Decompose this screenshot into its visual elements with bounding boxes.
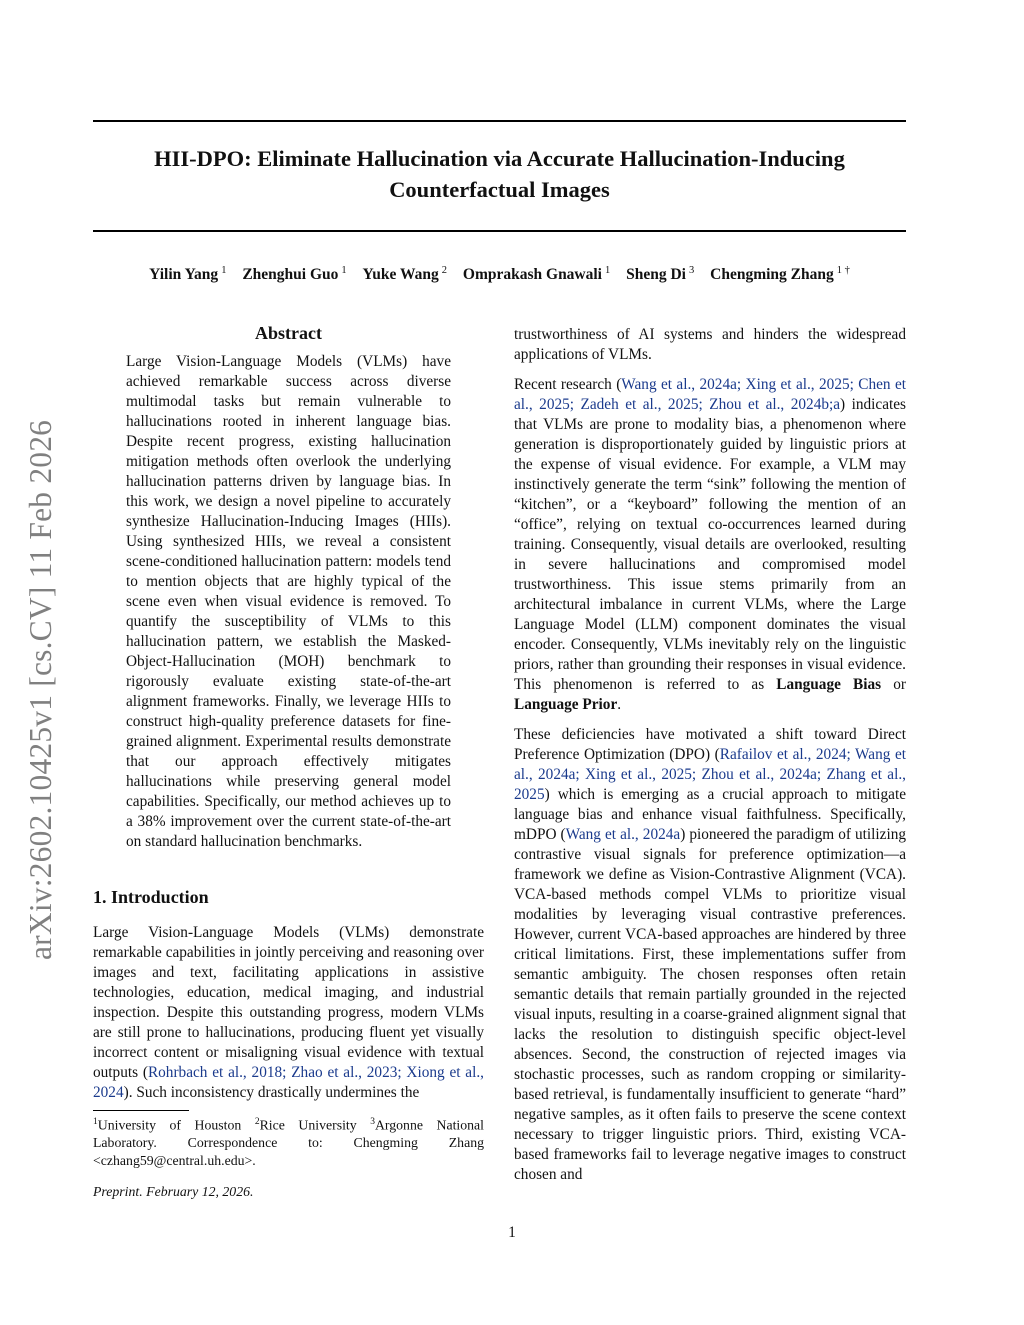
recent-research-paragraph: Recent research (Wang et al., 2024a; Xing et al., 2025; Chen et al., 2025; Zadeh et al., 2025; Zhou et al., 2024b;a) indicates that VLMs are prone to modality bias, a phenomenon where generation is disproportionately guided by linguistic priors at the expense of visual evidence. For example, a VLM may instinctively generate the term “sink” following the mention of “kitchen”, or a “keyboard” following the mention of an “office”, relying on textual co-occurrences learned during training. Consequently, visual details are overlooked, resulting in severe hallucinations and compromised model trustworthiness. This issue stems primarily from an architectural imbalance in current VLMs, where the Large Language Model (LLM) component dominates the visual encoder. Consequently, VLMs inevitably rely on the linguistic priors, rather than grounding their responses in visual evidence. This phenomenon is referred to as Language Bias or Language Prior. (514, 376, 906, 713)
citation-link[interactable]: Wang et al., 2024a (565, 826, 681, 843)
citation-link[interactable]: Wang et al., 2024a; Xing et al., 2025; Chen et al., 2025; Zadeh et al., 2025; Zhou et al., 2024b;a (514, 376, 906, 413)
author: Yuke Wang $^2$ (362, 265, 448, 284)
right-paragraph-continued: trustworthiness of AI systems and hinders the widespread applications of VLMs. (514, 326, 906, 363)
footnote-rule (93, 1110, 189, 1111)
preprint-note: Preprint. February 12, 2026. (93, 1184, 254, 1199)
author: Yilin Yang $^1$ (149, 265, 227, 284)
page-number: 1 (508, 1224, 516, 1241)
author: Sheng Di $^3$ (626, 265, 695, 284)
affiliation-footnote: $^1$University of Houston $^2$Rice University $^3$Argonne National Laboratory. Correspondence to: Chengming Zhang <czhang59@central.uh.edu>. (93, 1117, 484, 1168)
abstract-text: Large Vision-Language Models (VLMs) have achieved remarkable success across diverse multimodal tasks but remain vulnerable to hallucinations rooted in inherent language bias. Despite recent progress, existing hallucination mitigation methods often overlook the underlying hallucination patterns driven by language bias. In this work, we design a novel pipeline to accurately synthesize Hallucination-Inducing Images (HIIs). Using synthesized HIIs, we reveal a consistent scene-conditioned hallucination pattern: models tend to mention objects that are highly typical of the scene even when visual evidence is removed. To quantify the susceptibility of VLMs to this hallucination pattern, we establish the Masked-Object-Hallucination (MOH) benchmark to rigorously evaluate existing state-of-the-art alignment frameworks. Finally, we leverage HIIs to construct high-quality preference datasets for fine-grained alignment. Experimental results demonstrate that our approach effectively mitigates hallucinations while preserving general model capabilities. Specifically, our method achieves up to a 38% improvement over the current state-of-the-art on standard hallucination benchmarks. (126, 353, 451, 850)
introduction-heading: 1. Introduction (93, 887, 209, 907)
abstract-heading: Abstract (255, 323, 322, 343)
intro-paragraph: Large Vision-Language Models (VLMs) demonstrate remarkable capabilities in jointly perceiving and reasoning over images and text, facilitating applications in assistive technologies, education, medical imaging, and industrial inspection. Despite this outstanding progress, modern VLMs are still prone to hallucinations, producing fluent yet visually incorrect content or misaligning visual evidence with textual outputs (Rohrbach et al., 2018; Zhao et al., 2023; Xiong et al., 2024). Such inconsistency drastically undermines the (93, 924, 484, 1101)
author-list (93, 265, 906, 284)
dpo-paragraph: These deficiencies have motivated a shift toward Direct Preference Optimization (DPO) (Rafailov et al., 2024; Wang et al., 2024a; Xing et al., 2025; Zhou et al., 2024a; Zhang et al., 2025) which is emerging as a crucial approach to mitigate language bias and enhance visual faithfulness. Specifically, mDPO (Wang et al., 2024a) pioneered the paradigm of utilizing contrastive visual signals for preference optimization—a framework we define as Vision-Contrastive Alignment (VCA). VCA-based methods compel VLMs to prioritize visual modalities by leveraging visual contrastive preferences. However, current VCA-based approaches are hindered by three critical limitations. First, these implementations suffer from semantic ambiguity. The chosen responses often retain semantic details that remain partially grounded in the rejected visual inputs, resulting in a coarse-grained alignment signal that lacks the resolution to distinguish specific object-level absences. Second, the construction of rejected images via stochastic processes, such as random cropping or similarity-based retrieval, is fundamentally insufficient to generate “hard” negative samples, as it often fails to preserve the scene context necessary to trigger linguistic priors. Third, existing VCA-based frameworks fail to leverage negative images to construct chosen and (514, 726, 906, 1183)
author: Zhenghui Guo $^1$ (242, 265, 347, 284)
citation-link[interactable]: Rohrbach et al., 2018; Zhao et al., 2023; Xiong et al., 2024 (93, 1064, 484, 1101)
paper-title: HII-DPO: Eliminate Hallucination via Accurate Hallucination-Inducing Counterfactual Images (154, 146, 845, 202)
citation-link[interactable]: Rafailov et al., 2024; Wang et al., 2024a; Xing et al., 2025; Zhou et al., 2024a; Zhang et al., 2025 (514, 746, 906, 803)
arxiv-watermark: arXiv:2602.10425v1 [cs.CV] 11 Feb 2026 (23, 419, 58, 960)
author: Omprakash Gnawali $^1$ (462, 265, 611, 284)
title-bottom-rule (93, 230, 906, 232)
title-top-rule (93, 120, 906, 122)
author: Chengming Zhang $^{1 \dagger}$ (710, 265, 850, 284)
